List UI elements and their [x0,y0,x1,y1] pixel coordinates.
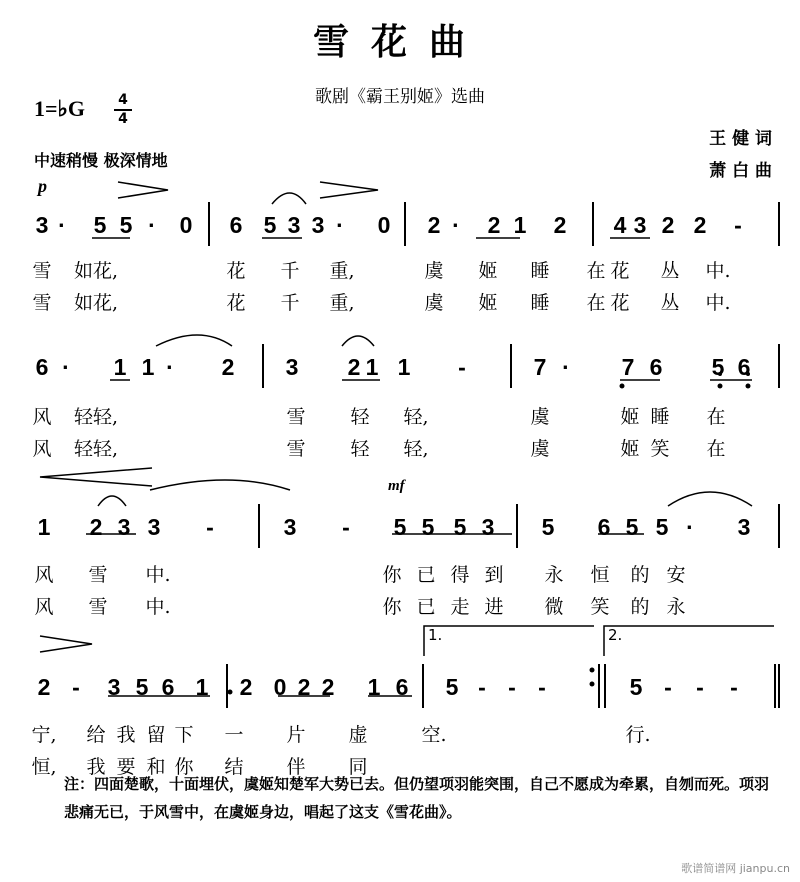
lyric-syllable: 如花, [73,292,119,314]
note: 3 [481,514,495,540]
note: 2 [89,514,103,540]
note: · [58,212,66,238]
note: - [478,674,486,700]
lyric-syllable: 要 [116,756,136,778]
note: 2 [37,674,51,700]
note: 3 [287,212,301,238]
barline [404,202,406,246]
lyric-syllable: 睡 [530,260,550,282]
key-signature: 1=♭G [34,96,86,121]
barline [592,202,594,246]
note: 5 [393,514,407,540]
lyric-syllable: 姬 [478,292,498,314]
dynamic-p: p [38,176,47,196]
lyric-syllable: 恒 [590,564,610,586]
lyric-syllable: 中. [145,596,171,618]
dynamic-mf: mf [388,478,405,494]
lyric-syllable: 和 [146,756,166,778]
note: 0 [273,674,287,700]
note: 5 [93,212,107,238]
lyric-syllable: 轻, [403,438,429,460]
note: 5 [629,674,643,700]
note: 6 [161,674,175,700]
lyric-syllable: 已 [416,564,436,586]
lyric-syllable: 雪 [32,260,52,282]
lyric-syllable: 安 [666,564,686,586]
note: 5 [119,212,133,238]
note: · [562,354,570,380]
lyric-syllable: 同 [348,756,368,778]
note: 6 [649,354,663,380]
note: 5 [445,674,459,700]
note: 2 [221,354,235,380]
watermark: 歌谱简谱网 jianpu.cn [681,862,790,875]
barline [778,504,780,548]
lyric-syllable: 空. [421,724,447,746]
note: 5 [453,514,467,540]
lyric-syllable: 雪 [32,292,52,314]
footnote: 注：四面楚歌，十面埋伏，虞姬知楚军大势已去。但仍望项羽能突围，自己不愿成为牵累，自刎而死。项羽悲痛无已，于风雪中，在虞姬身边，唱起了这支《雪花曲》。 [64,775,770,821]
note: 5 [421,514,435,540]
barline [604,664,606,708]
lyric-syllable: 重, [329,292,355,314]
lyric-syllable: 宁, [31,724,57,746]
note: 6 [395,674,409,700]
note: 3 [117,514,131,540]
note: 5 [711,354,725,380]
lyric-syllable: 花 [226,292,246,314]
barline [258,504,260,548]
note: 3 [285,354,299,380]
barline [422,664,424,708]
lyricist-credit: 王 健 词 [709,129,772,149]
note: 3 [283,514,297,540]
note: 6 [737,354,751,380]
lyric-syllable: 的 [630,564,650,586]
lyric-syllable: 花 [610,292,630,314]
note: 2 [321,674,335,700]
lyric-syllable: 你 [382,564,402,586]
note: 1 [397,354,411,380]
note: 1 [141,354,155,380]
barline [778,202,780,246]
note: 1 [365,354,379,380]
lyric-syllable: 虞 [530,438,550,460]
lyric-syllable: 轻, [403,406,429,428]
lyric-syllable: 雪 [286,406,306,428]
lyric-syllable: 中. [145,564,171,586]
note: 2 [239,674,253,700]
barline [598,664,600,708]
lyric-syllable: 你 [382,596,402,618]
lyric-syllable: 已 [416,596,436,618]
volta-bracket-2 [604,626,774,656]
note: 6 [229,212,243,238]
note: 3 [737,514,751,540]
lyric-syllable: 睡 [650,406,670,428]
lyric-syllable: 虚 [348,724,368,746]
note: 3 [35,212,49,238]
note: 2 [427,212,441,238]
note: - [538,674,546,700]
volta-bracket-1 [424,626,594,656]
meter-top: 4 [118,92,128,108]
note: 1 [367,674,381,700]
note: 6 [597,514,611,540]
note: · [62,354,70,380]
lyric-syllable: 虞 [530,406,550,428]
barline [774,664,776,708]
lyric-syllable: 给 [86,724,106,746]
lyric-syllable: 雪 [286,438,306,460]
slur [272,193,306,204]
song-title: 雪花曲 [312,21,487,63]
lyric-syllable: 姬 [620,406,640,428]
note: 0 [377,212,391,238]
lyric-syllable: 的 [630,596,650,618]
note: - [458,354,466,380]
song-subtitle: 歌剧《霸王别姬》选曲 [315,87,485,107]
note: · [148,212,156,238]
lyric-syllable: 千 [280,292,300,314]
tie [150,480,290,490]
note: 5 [541,514,555,540]
lyric-syllable: 重, [329,260,355,282]
lyric-syllable: 永 [666,596,686,618]
note: 7 [533,354,547,380]
note: 1 [113,354,127,380]
lyric-syllable: 风 [32,406,52,428]
note: 3 [311,212,325,238]
note: 2 [661,212,675,238]
lyric-syllable: 在 [706,438,726,460]
lyric-syllable: 一 [224,724,244,746]
barline [262,344,264,388]
lyric-syllable: 进 [484,596,504,618]
volta-label-2: 2. [608,626,623,644]
barline [510,344,512,388]
volta-label-1: 1. [428,626,443,644]
lyric-syllable: 轻轻, [73,438,119,460]
note: 1 [195,674,209,700]
note: - [508,674,516,700]
lyric-syllable: 中. [705,292,731,314]
note: · [166,354,174,380]
slur [342,336,374,346]
lyric-syllable: 花 [226,260,246,282]
barline [516,504,518,548]
note: - [342,514,350,540]
lyric-syllable: 丛 [660,292,680,314]
barline [778,664,780,708]
lyric-syllable: 花 [610,260,630,282]
note: 2 [487,212,501,238]
note: 1 [37,514,51,540]
note: 2 [553,212,567,238]
note: - [696,674,704,700]
meter-bottom: 4 [118,111,128,127]
lyric-syllable: 风 [32,438,52,460]
lyric-syllable: 轻轻, [73,406,119,428]
lyric-syllable: 片 [286,724,306,746]
barline [208,202,210,246]
lyric-syllable: 风 [34,564,54,586]
lyric-syllable: 雪 [88,596,108,618]
lyric-syllable: 中. [705,260,731,282]
lyric-syllable: 笑 [590,596,610,618]
note: - [730,674,738,700]
lyric-syllable: 在 [706,406,726,428]
slur [156,335,232,346]
lyric-syllable: 虞 [424,260,444,282]
lyric-syllable: 留 [146,724,166,746]
slur [98,496,126,506]
slur [668,492,752,506]
note: 5 [625,514,639,540]
note: 5 [135,674,149,700]
note: 2 [693,212,707,238]
note: - [206,514,214,540]
lyric-syllable: 你 [174,756,194,778]
note: 7 [621,354,635,380]
note: 3 [633,212,647,238]
note: 5 [655,514,669,540]
lyric-syllable: 笑 [650,438,670,460]
lyric-syllable: 得 [450,564,470,586]
lyric-syllable: 千 [280,260,300,282]
note: 4 [613,212,627,238]
lyric-syllable: 虞 [424,292,444,314]
barline [778,344,780,388]
composer-credit: 萧 白 曲 [709,161,772,181]
note: · [686,514,694,540]
barline [226,664,228,708]
lyric-syllable: 在 [586,260,606,282]
note: - [664,674,672,700]
lyric-syllable: 到 [484,564,504,586]
note: 2 [347,354,361,380]
lyric-syllable: 微 [544,596,564,618]
note: - [734,212,742,238]
note: 5 [263,212,277,238]
note: · [336,212,344,238]
lyric-syllable: 如花, [73,260,119,282]
lyric-syllable: 行. [625,724,651,746]
lyric-syllable: 我 [116,724,136,746]
lyric-syllable: 永 [544,564,564,586]
lyric-syllable: 恒, [31,756,57,778]
decrescendo-hairpin [118,182,168,198]
lyric-syllable: 轻 [350,438,370,460]
lyric-syllable: 风 [34,596,54,618]
lyric-syllable: 在 [586,292,606,314]
lyric-syllable: 走 [450,596,470,618]
tempo-marking: 中速稍慢 极深情地 [34,151,168,170]
lyric-syllable: 雪 [88,564,108,586]
lyric-syllable: 结 [224,756,244,778]
crescendo-hairpin [40,468,152,486]
lyric-syllable: 姬 [620,438,640,460]
note: 6 [35,354,49,380]
note: 3 [107,674,121,700]
lyric-syllable: 丛 [660,260,680,282]
decrescendo-hairpin [40,636,92,652]
note: 0 [179,212,193,238]
note: 3 [147,514,161,540]
decrescendo-hairpin [320,182,378,198]
lyric-syllable: 睡 [530,292,550,314]
lyric-syllable: 下 [174,724,194,746]
note: 2 [297,674,311,700]
note: - [72,674,80,700]
lyric-syllable: 伴 [286,756,306,778]
lyric-syllable: 姬 [478,260,498,282]
lyric-syllable: 我 [86,756,106,778]
note: 1 [513,212,527,238]
lyric-syllable: 轻 [350,406,370,428]
note: · [452,212,460,238]
